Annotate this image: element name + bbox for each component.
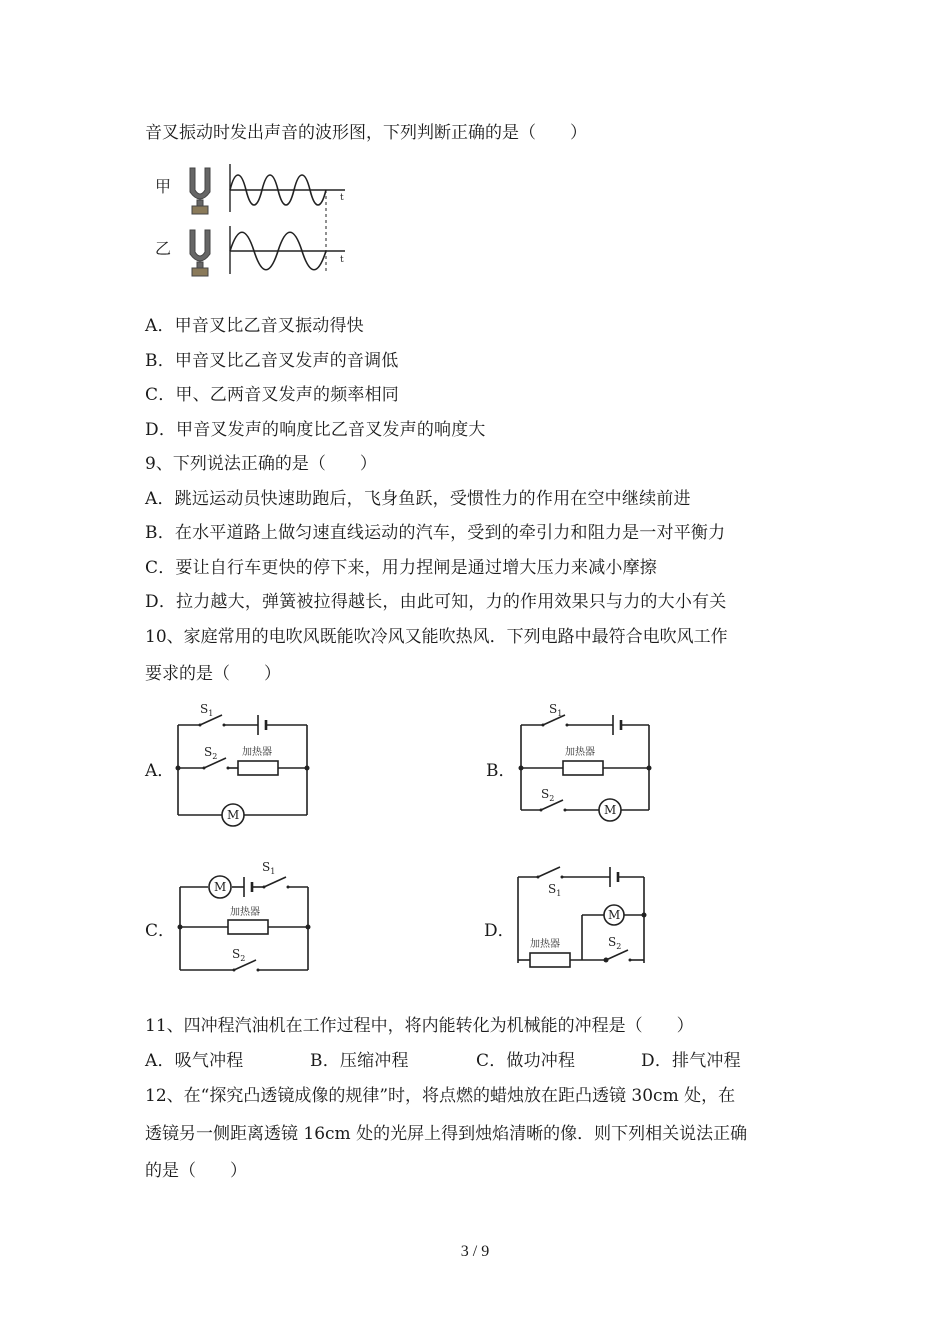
- svg-text:S1: $S_1$: [548, 882, 562, 898]
- q10-stem-line1: 10、家庭常用的电吹风既能吹冷风又能吹热风．下列电路中最符合电吹风工作: [145, 627, 728, 647]
- q8-option-d[interactable]: D．甲音叉发声的响度比乙音叉发声的响度大: [145, 420, 486, 440]
- svg-text:M: M: [608, 908, 621, 922]
- fig-label-jia: 甲: [155, 177, 172, 196]
- svg-text:加热器: 加热器: [242, 747, 272, 758]
- tuning-fork-waveform-figure: [150, 160, 360, 280]
- q12-line3: 的是（ ）: [145, 1161, 247, 1181]
- fig-label-yi: 乙: [155, 239, 172, 258]
- q12-line2: 透镜另一侧距离透镜 16cm 处的光屏上得到烛焰清晰的像．则下列相关说法正确: [145, 1124, 748, 1144]
- svg-text:M: M: [604, 803, 617, 817]
- circuit-d[interactable]: [510, 855, 660, 980]
- q9-option-c[interactable]: C．要让自行车更快的停下来，用力捏闸是通过增大压力来减小摩擦: [145, 558, 658, 578]
- svg-text:加热器: 加热器: [530, 939, 560, 950]
- q11-stem: 11、四冲程汽油机在工作过程中，将内能转化为机械能的冲程是（ ）: [145, 1016, 694, 1036]
- q10-option-c-label[interactable]: C．: [145, 921, 176, 941]
- q9-option-a[interactable]: A．跳远运动员快速助跑后，飞身鱼跃，受惯性力的作用在空中继续前进: [145, 489, 691, 509]
- svg-text:加热器: 加热器: [565, 747, 595, 758]
- q10-option-b-label[interactable]: B．: [486, 761, 516, 781]
- svg-text:S2: $S_2$: [608, 935, 622, 951]
- circuit-a[interactable]: [170, 695, 320, 830]
- svg-text:S1: $S_1$: [200, 702, 214, 718]
- q9-option-d[interactable]: D．拉力越大，弹簧被拉得越长，由此可知，力的作用效果只与力的大小有关: [145, 592, 727, 612]
- q10-option-a-label[interactable]: A．: [145, 761, 175, 781]
- q12-line1: 12、在“探究凸透镜成像的规律”时，将点燃的蜡烛放在距凸透镜 30cm 处，在: [145, 1086, 736, 1106]
- q11-option-d[interactable]: D．排气冲程: [641, 1051, 741, 1071]
- tuning-fork-icon: [190, 168, 210, 214]
- circuit-b[interactable]: [515, 695, 665, 830]
- q11-option-b[interactable]: B．压缩冲程: [310, 1051, 409, 1071]
- svg-text:S1: $S_1$: [262, 860, 276, 876]
- q8-stem: 音叉振动时发出声音的波形图，下列判断正确的是（ ）: [145, 123, 587, 143]
- q8-option-b[interactable]: B．甲音叉比乙音叉发声的音调低: [145, 351, 399, 371]
- circuit-c[interactable]: [172, 855, 322, 980]
- q8-option-c[interactable]: C．甲、乙两音叉发声的频率相同: [145, 385, 400, 405]
- q10-stem-line2: 要求的是（ ）: [145, 664, 281, 684]
- q9-option-b[interactable]: B．在水平道路上做匀速直线运动的汽车，受到的牵引力和阻力是一对平衡力: [145, 523, 726, 543]
- q10-option-d-label[interactable]: D．: [484, 921, 515, 941]
- svg-text:加热器: 加热器: [230, 907, 260, 918]
- svg-text:S2: $S_2$: [204, 745, 218, 761]
- q11-option-c[interactable]: C．做功冲程: [476, 1051, 576, 1071]
- svg-text:S2: $S_2$: [541, 787, 555, 803]
- svg-text:t: t: [340, 193, 344, 203]
- tuning-fork-icon: [190, 230, 210, 276]
- svg-text:t: t: [340, 255, 344, 265]
- svg-text:S1: $S_1$: [549, 702, 563, 718]
- svg-text:M: M: [214, 880, 227, 894]
- svg-text:M: M: [227, 808, 240, 822]
- svg-text:S2: $S_2$: [232, 947, 246, 963]
- q8-option-a[interactable]: A．甲音叉比乙音叉振动得快: [145, 316, 364, 336]
- q9-stem: 9、下列说法正确的是（ ）: [145, 454, 377, 474]
- q11-option-a[interactable]: A．吸气冲程: [145, 1051, 244, 1071]
- page-number: 3 / 9: [460, 1243, 490, 1260]
